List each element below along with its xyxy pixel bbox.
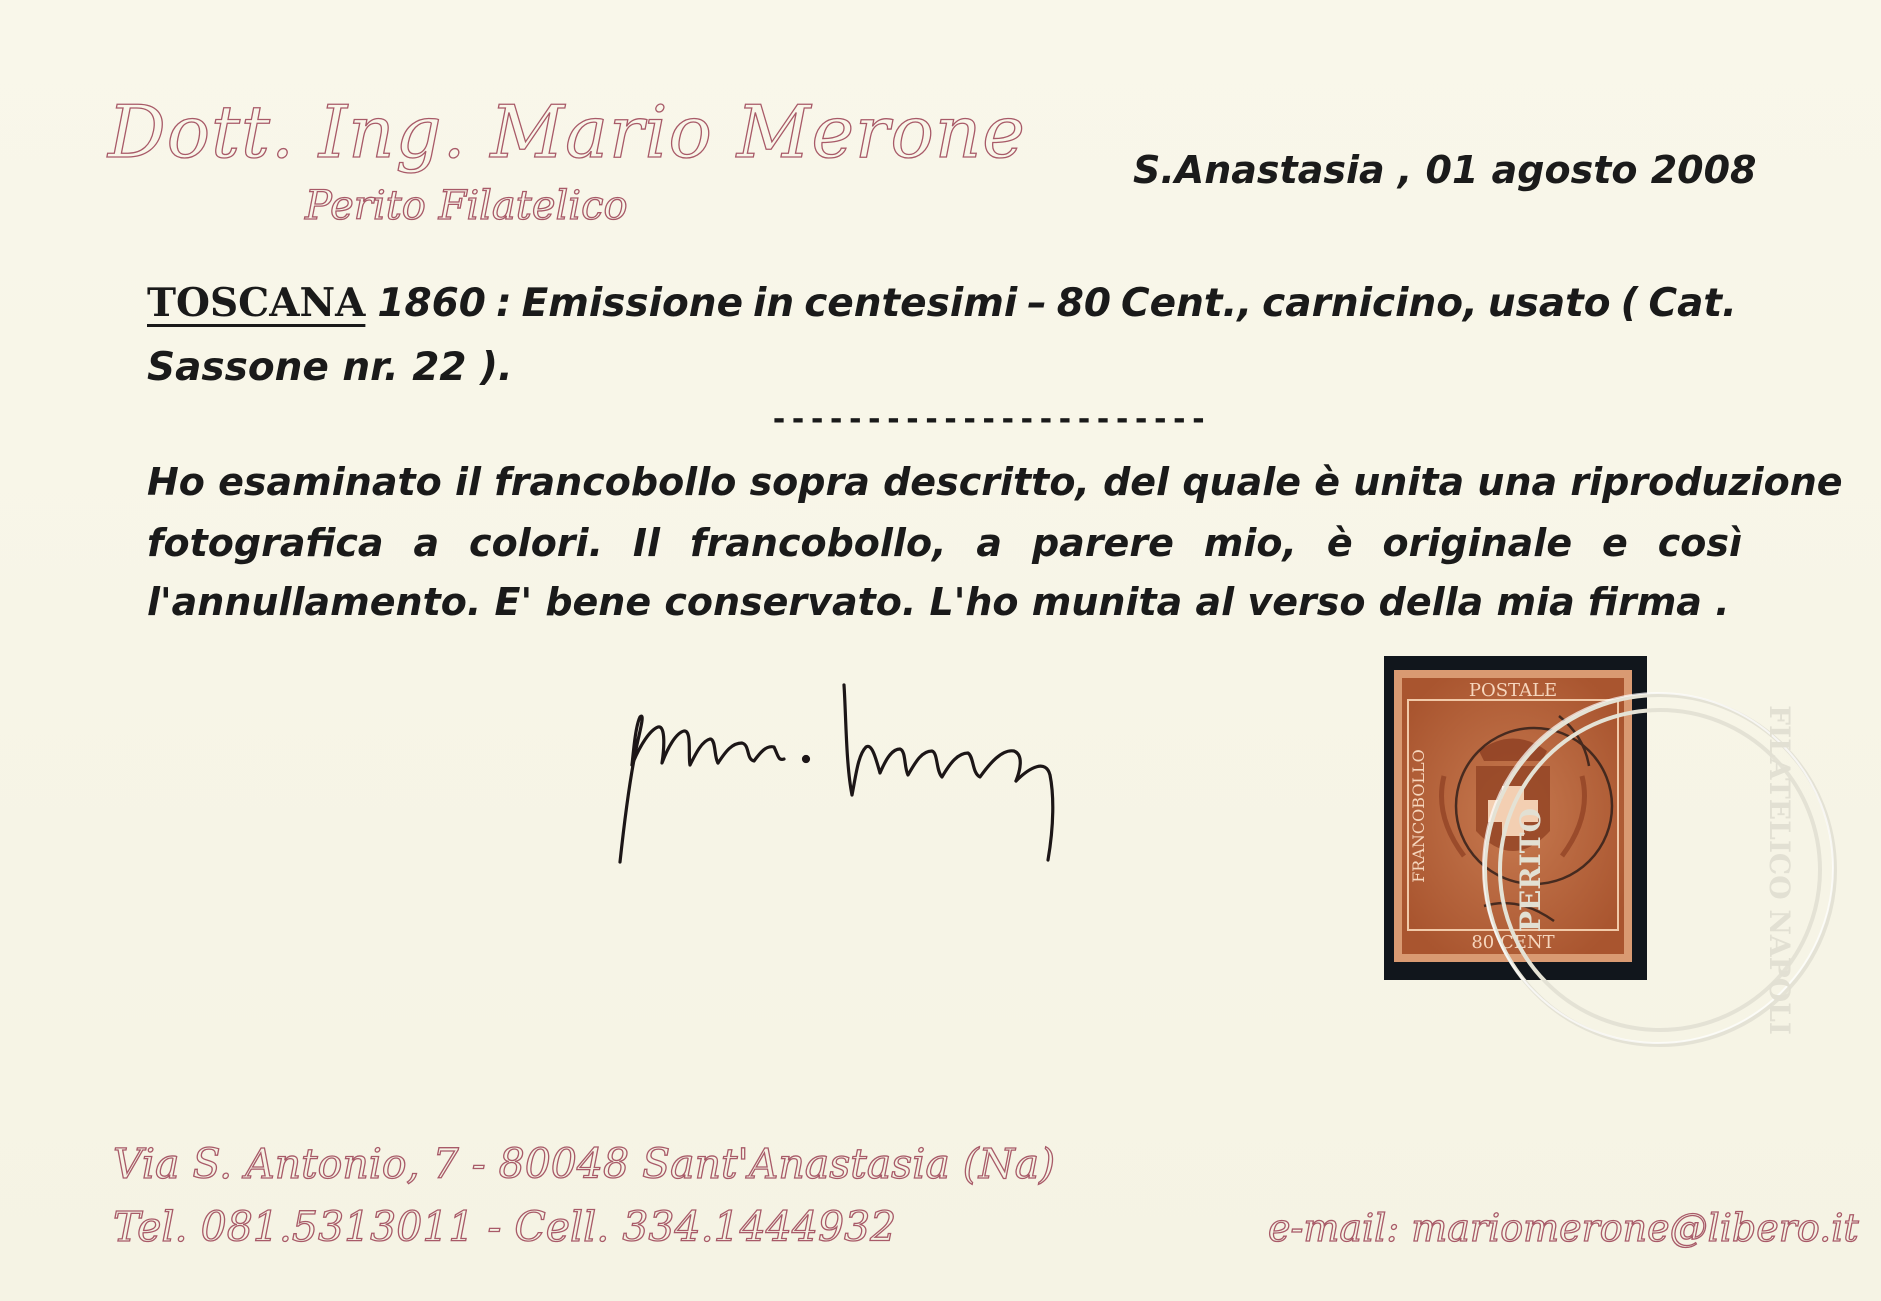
handwritten-signature [610, 655, 1170, 895]
statement-line-1: Ho esaminato il francobollo sopra descritto, del quale è unita una riproduzione [147, 460, 1843, 504]
stamp-bottom-text: 80 CENT [1471, 932, 1555, 953]
statement-line-3: l'annullamento. E' bene conservato. L'ho munita al verso della mia firma . [147, 580, 1730, 624]
description-word: Emissione [521, 281, 744, 326]
statement-line-2: fotografica a colori. Il francobollo, a parere mio, è originale e così [147, 521, 1742, 565]
description-word: 80 [1056, 281, 1112, 326]
description-word: : [495, 281, 512, 326]
embossed-seal [1470, 680, 1850, 1060]
issuer-title: Perito Filatelico [305, 183, 628, 229]
footer-email[interactable]: e-mail: mariomerone@libero.it [1268, 1206, 1859, 1250]
footer-address: Via S. Antonio, 7 - 80048 Sant'Anastasia (Na) [113, 1140, 1056, 1188]
separator-line: ----------------------- [770, 402, 1209, 437]
footer-phones: Tel. 081.5313011 - Cell. 334.1444932 [113, 1203, 897, 1251]
issuer-name: Dott. Ing. Mario Merone [108, 90, 1026, 174]
seal-text-left: PERITO [1514, 808, 1547, 932]
place-date: S.Anastasia , 01 agosto 2008 [1133, 148, 1757, 192]
country-title: TOSCANA [147, 280, 366, 326]
description-word: carnicino, [1262, 281, 1478, 326]
description-word: centesimi [804, 281, 1018, 326]
description-word: Cent., [1121, 281, 1253, 326]
stamp-side-text: FRANCOBOLLO [1409, 749, 1428, 883]
description-word: – [1027, 281, 1047, 326]
description-word: Cat. [1648, 281, 1737, 326]
seal-text-right: FILATELICO NAPOLI [1763, 705, 1796, 1035]
description-line-2: Sassone nr. 22 ). [147, 345, 513, 390]
description-word: 1860 [377, 281, 486, 326]
description-line-1 [147, 280, 1737, 326]
stamp-top-text: POSTALE [1468, 680, 1558, 701]
description-word: in [753, 281, 795, 326]
description-word: usato [1487, 281, 1611, 326]
description-word: ( [1620, 281, 1639, 326]
